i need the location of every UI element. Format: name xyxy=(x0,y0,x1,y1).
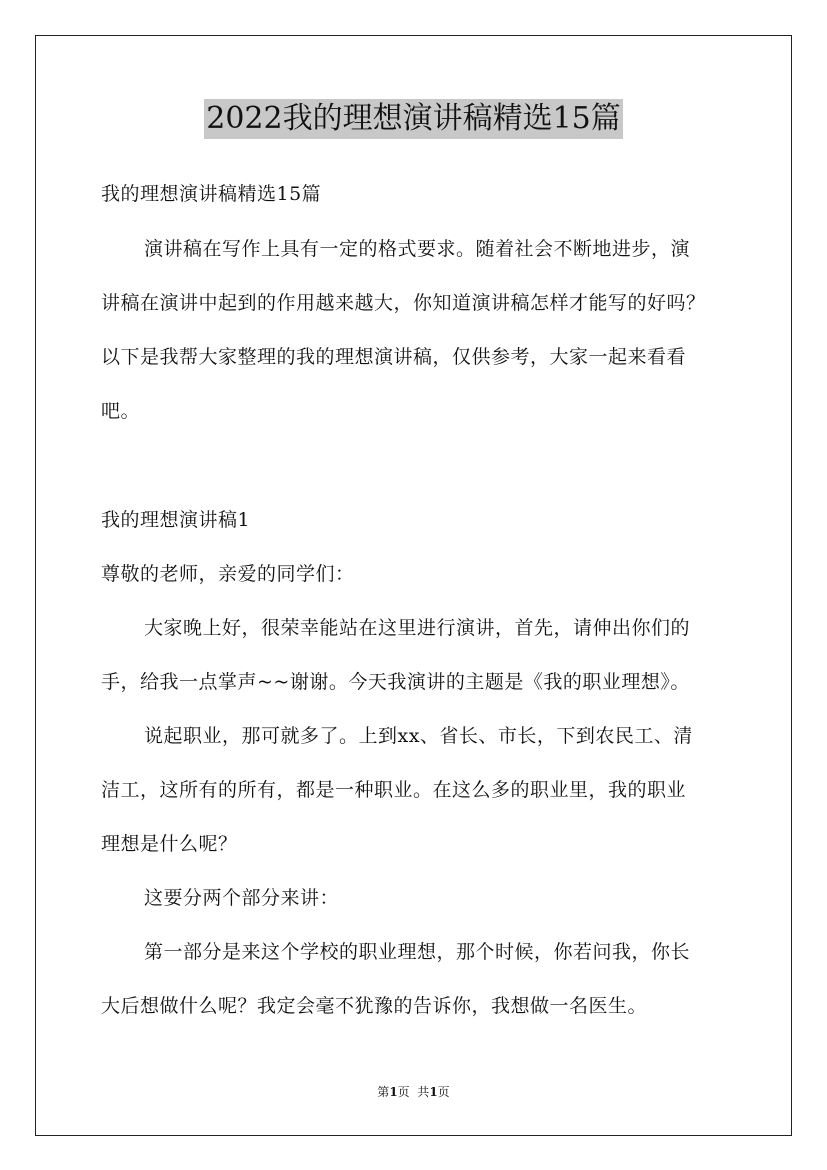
footer-page-mid: 页 共 xyxy=(397,1085,430,1099)
paragraph-line: 大家晚上好，很荣幸能站在这里进行演讲，首先，请伸出你们的 xyxy=(144,617,691,639)
paragraph-line: 理想是什么呢？ xyxy=(101,833,238,855)
section-heading: 我的理想演讲稿1 xyxy=(101,509,251,531)
paragraph-line: 以下是我帮大家整理的我的理想演讲稿，仅供参考，大家一起来看看 xyxy=(101,346,687,368)
title-container xyxy=(0,99,827,139)
paragraph-line: 大后想做什么呢？我定会毫不犹豫的告诉你，我想做一名医生。 xyxy=(101,995,648,1017)
footer-page-suffix: 页 xyxy=(437,1085,450,1099)
paragraph-line: 第一部分是来这个学校的职业理想，那个时候，你若问我，你长 xyxy=(144,941,691,963)
footer-page-total: 1 xyxy=(429,1085,438,1099)
paragraph-line: 洁工，这所有的所有，都是一种职业。在这么多的职业里，我的职业 xyxy=(101,779,687,801)
document-title: 2022我的理想演讲稿精选15篇 xyxy=(204,99,623,139)
footer-page-prefix: 第 xyxy=(377,1085,390,1099)
paragraph-line: 吧。 xyxy=(101,400,141,422)
paragraph-line: 演讲稿在写作上具有一定的格式要求。随着社会不断地进步，演 xyxy=(144,238,691,260)
greeting-line: 尊敬的老师，亲爱的同学们： xyxy=(101,563,355,585)
paragraph-line: 讲稿在演讲中起到的作用越来越大，你知道演讲稿怎样才能写的好吗？ xyxy=(101,292,706,314)
footer-page-current: 1 xyxy=(389,1085,398,1099)
document-subtitle: 我的理想演讲稿精选15篇 xyxy=(101,183,322,205)
paragraph-line: 这要分两个部分来讲： xyxy=(144,887,340,909)
paragraph-line: 说起职业，那可就多了。上到xx、省长、市长，下到农民工、清 xyxy=(144,725,693,747)
page-footer xyxy=(0,1083,827,1101)
paragraph-line: 手，给我一点掌声~~谢谢。今天我演讲的主题是《我的职业理想》。 xyxy=(101,671,690,693)
